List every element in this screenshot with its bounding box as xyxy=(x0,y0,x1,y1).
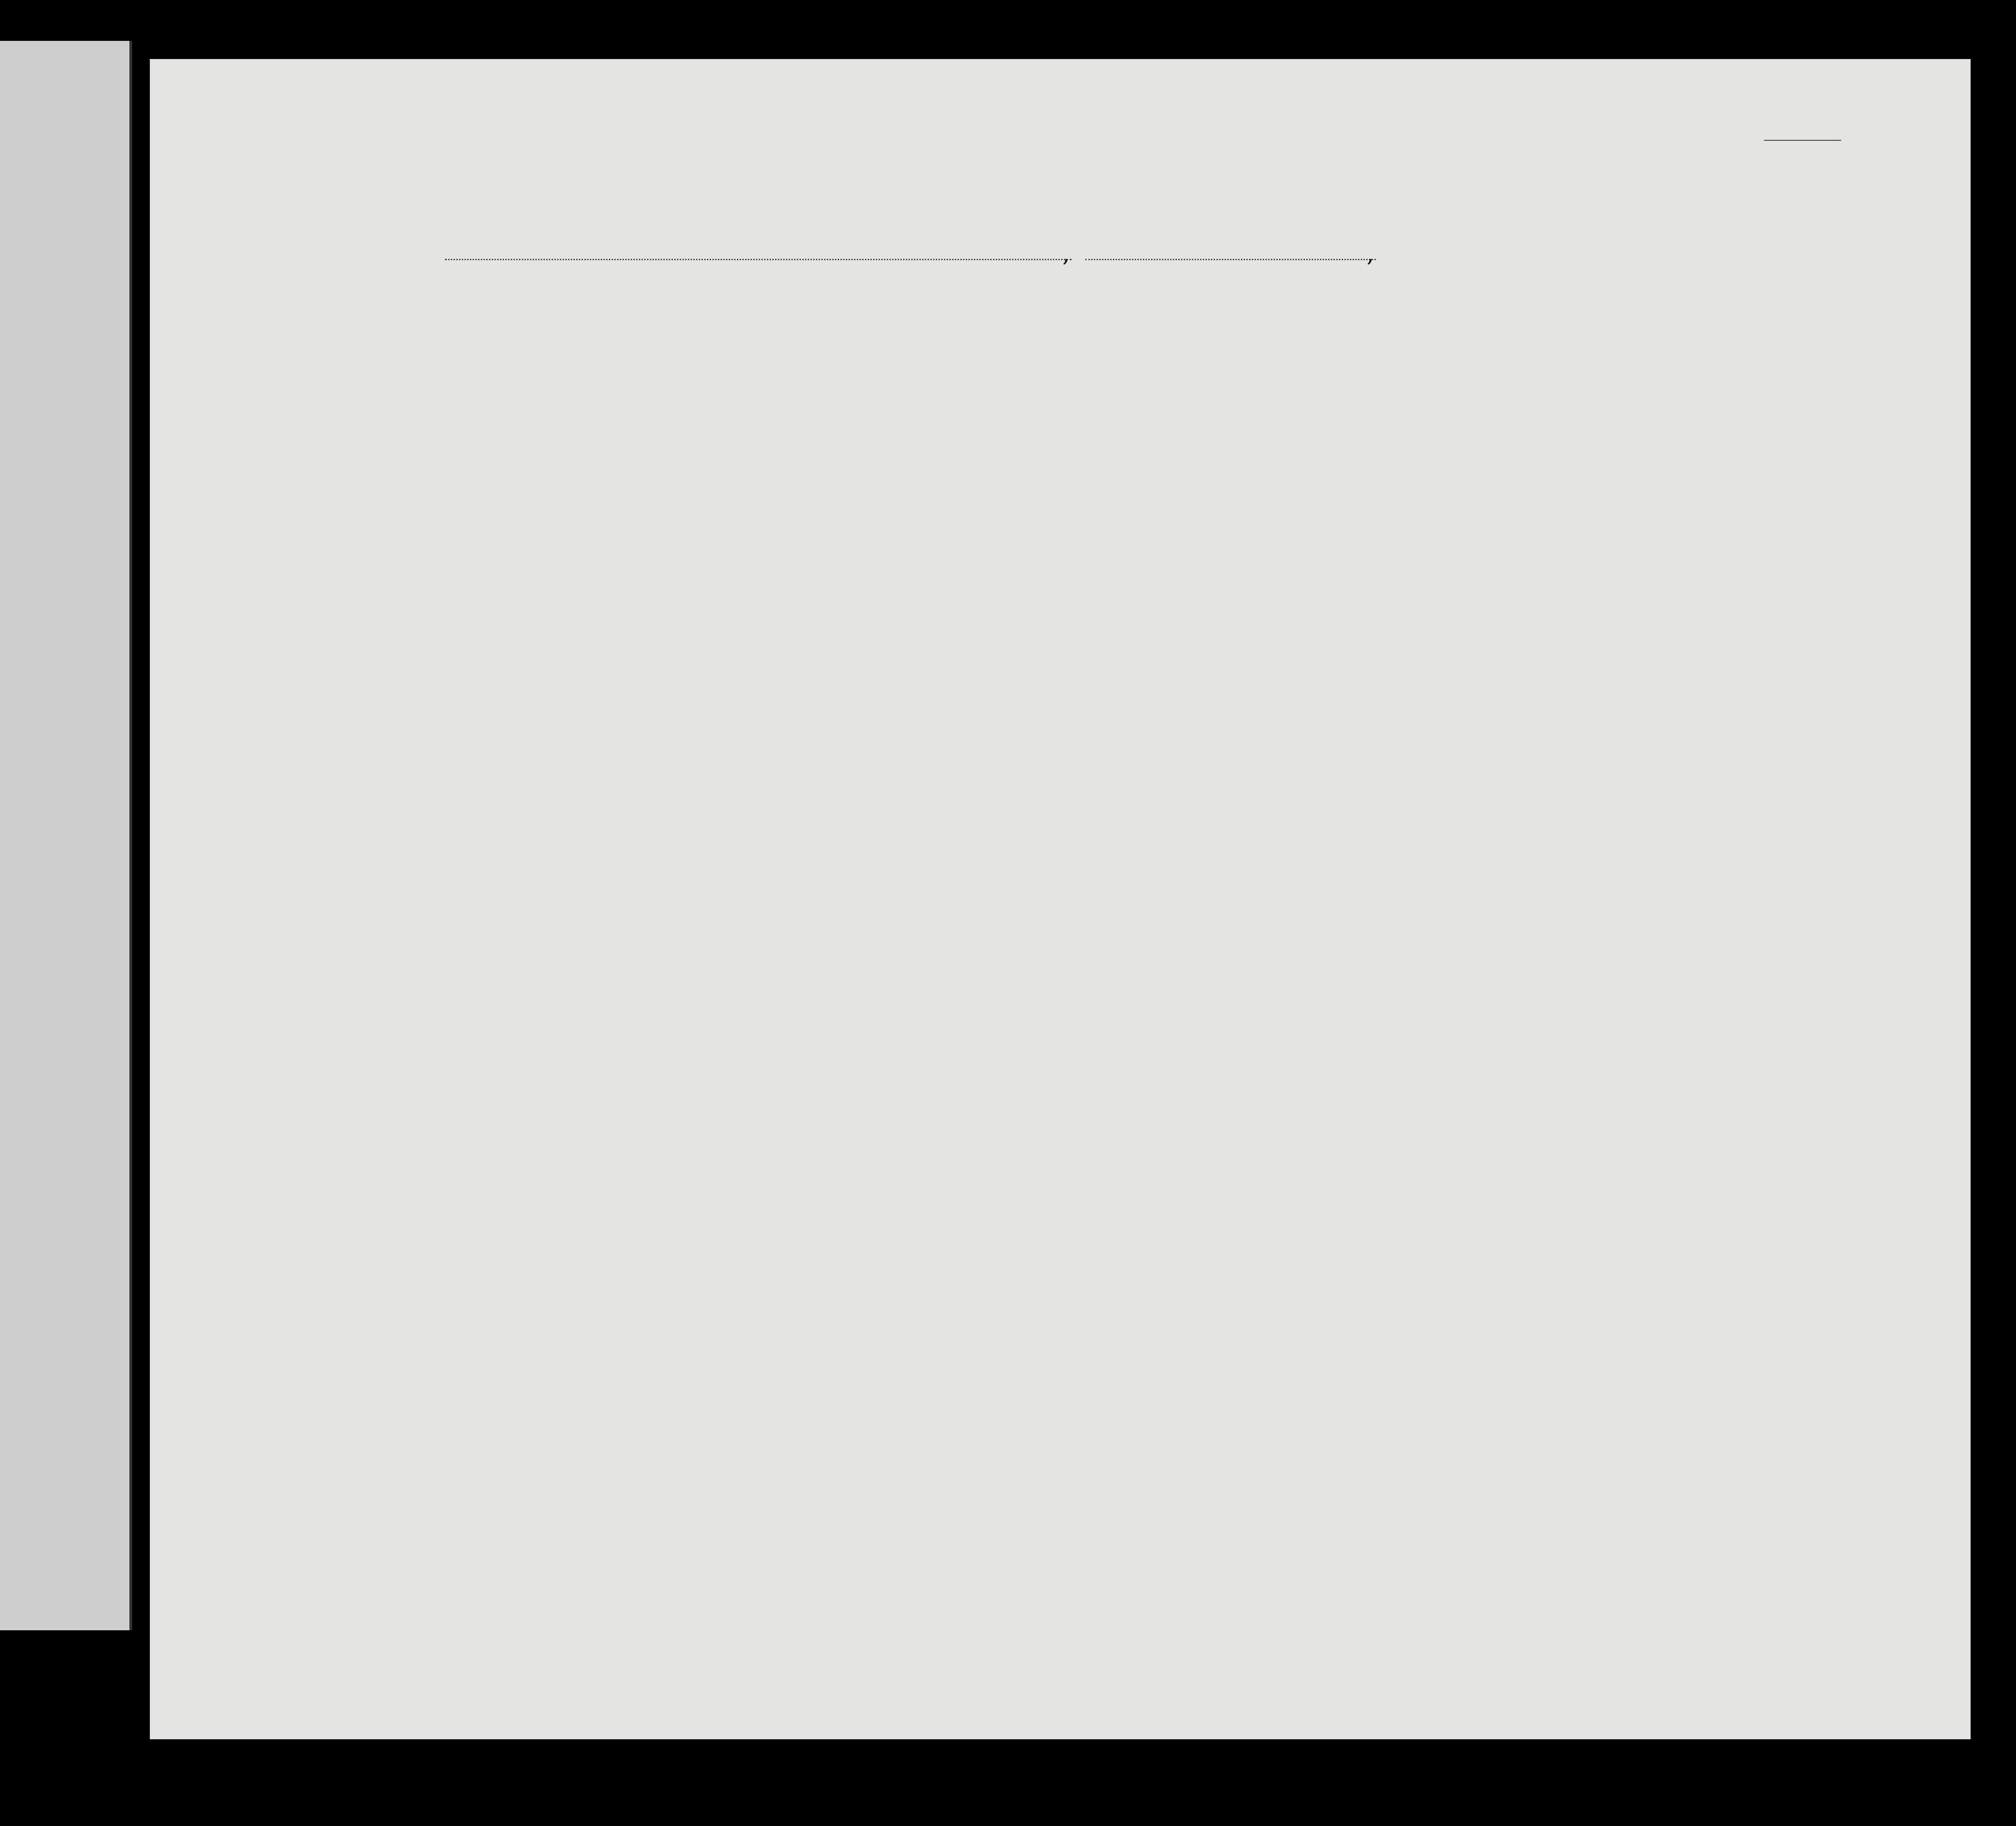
date-line xyxy=(1085,259,1376,260)
comma: , xyxy=(1062,241,1070,267)
port-line xyxy=(445,259,1072,260)
comma: , xyxy=(1367,241,1374,267)
previous-page-edge xyxy=(0,41,132,1630)
manifest-sheet xyxy=(150,59,1971,1739)
list-number-underline xyxy=(1764,140,1841,141)
